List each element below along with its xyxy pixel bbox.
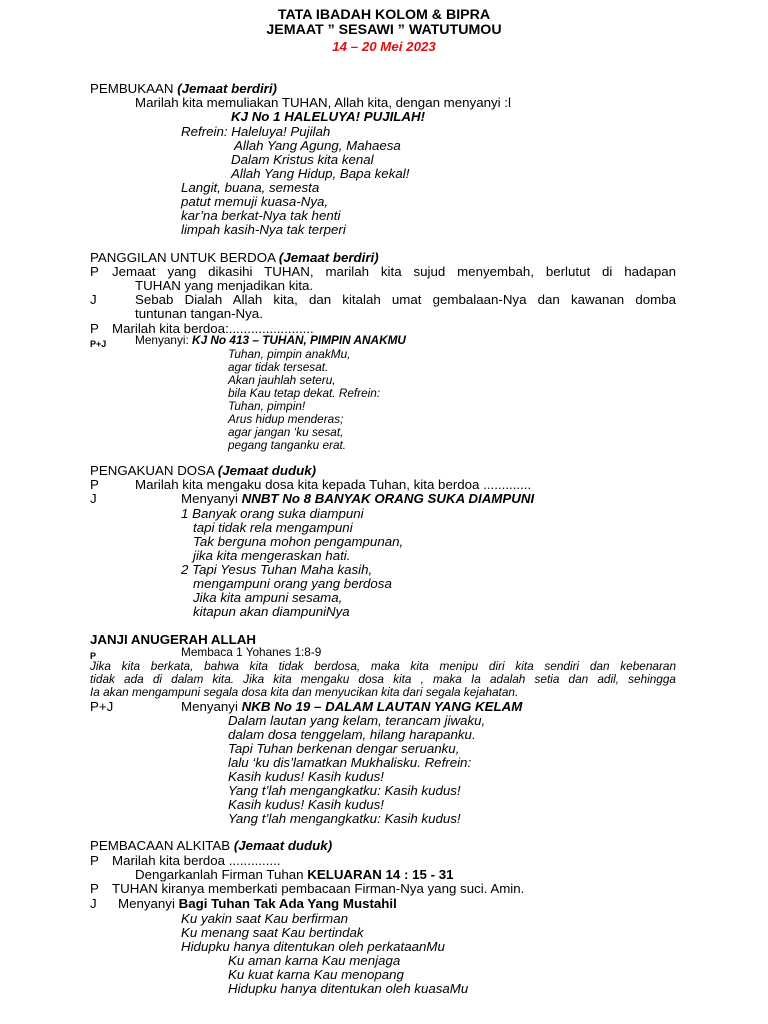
role-label-p: P (90, 321, 99, 336)
lyric-line: Tak berguna mohon pengampunan, (193, 534, 404, 549)
panggilan-p2-text: Marilah kita berdoa:....................... (112, 321, 314, 336)
lyric-line: Yang t’lah mengangkatku: Kasih kudus! (228, 783, 461, 798)
doc-title-line1: TATA IBADAH KOLOM & BIPRA (277, 7, 491, 23)
pembacaan-p2-text: TUHAN kiranya memberkati pembacaan Firman-Nya yang suci. Amin. (112, 881, 525, 896)
lyric-line: mengampuni orang yang berdosa (193, 576, 392, 591)
panggilan-p1-text: Jemaat yang dikasihi TUHAN, marilah kita sujud menyembah, berlutut di hadapan (112, 264, 676, 279)
role-label-j: J (90, 491, 97, 506)
panggilan-j1-text: Sebab Dialah Allah kita, dan kitalah umat gembalaan-Nya dan kawanan domba (135, 292, 676, 307)
lyric-line: bila Kau tetap dekat. Refrein: (228, 386, 381, 400)
lyric-line: limpah kasih-Nya tak terperi (181, 222, 346, 237)
lyric-line: Tuhan, pimpin anakMu, (228, 347, 351, 361)
role-label-p: P (90, 477, 99, 492)
section-heading-pembukaan: PEMBUKAAN (Jemaat berdiri) (90, 81, 277, 96)
lyric-line: lalu ‘ku dis’lamatkan Mukhalisku. Refrein: (228, 755, 472, 770)
pembacaan-firman-line: Dengarkanlah Firman Tuhan KELUARAN 14 : 15 - 31 (135, 867, 454, 882)
pembacaan-p1-text: Marilah kita berdoa .............. (112, 853, 281, 868)
role-label-p: P (90, 853, 99, 868)
lyric-line: Yang t’lah mengangkatku: Kasih kudus! (228, 811, 461, 826)
lyric-line: kar’na berkat-Nya tak henti (181, 208, 341, 223)
lyric-line: Allah Yang Agung, Mahaesa (234, 138, 401, 153)
role-label-j: J (90, 292, 97, 307)
lyric-line: Tuhan, pimpin! (228, 399, 306, 413)
lyric-line: Refrein: Haleluya! Pujilah (181, 124, 331, 139)
lyric-line: Arus hidup menderas; (228, 412, 344, 426)
lyric-line: jika kita mengeraskan hati. (193, 548, 351, 563)
pembukaan-intro: Marilah kita memuliakan TUHAN, Allah kita, dengan menyanyi :l (135, 95, 511, 110)
lyric-line: dalam dosa tenggelam, hilang harapanku. (228, 727, 476, 742)
role-label-p: P (90, 264, 99, 279)
role-label-j: J (90, 896, 97, 911)
role-label-p: P (90, 881, 99, 896)
panggilan-j1-text-cont: tuntunan tangan-Nya. (135, 306, 263, 321)
lyric-line: Ku aman karna Kau menjaga (228, 953, 401, 968)
role-label-pj: P+J (90, 699, 114, 714)
panggilan-song-line: Menyanyi: KJ No 413 – TUHAN, PIMPIN ANAKMU (135, 333, 406, 347)
doc-date: 14 – 20 Mei 2023 (332, 39, 436, 54)
lyric-line: Jika kita ampuni sesama, (193, 590, 343, 605)
section-heading-pembacaan: PEMBACAAN ALKITAB (Jemaat duduk) (90, 838, 333, 853)
lyric-line: patut memuji kuasa-Nya, (181, 194, 329, 209)
lyric-line: Hidupku hanya ditentukan oleh perkataanMu (181, 939, 445, 954)
lyric-line: 1 Banyak orang suka diampuni (181, 506, 364, 521)
lyric-line: Kasih kudus! Kasih kudus! (228, 797, 384, 812)
lyric-line: Ku menang saat Kau bertindak (181, 925, 364, 940)
lyric-line: Ku yakin saat Kau berfirman (181, 911, 349, 926)
lyric-line: Tapi Tuhan berkenan dengar seruanku, (228, 741, 460, 756)
lyric-line: agar jangan ‘ku sesat, (228, 425, 344, 439)
lyric-line: Ku kuat karna Kau menopang (228, 967, 404, 982)
pengakuan-p-text: Marilah kita mengaku dosa kita kepada Tuhan, kita berdoa ............. (135, 477, 532, 492)
lyric-line: Kasih kudus! Kasih kudus! (228, 769, 384, 784)
lyric-line: 2 Tapi Yesus Tuhan Maha kasih, (181, 562, 373, 577)
panggilan-p1-text-cont: TUHAN yang menjadikan kita. (135, 278, 314, 293)
role-label-pj: P+J (90, 339, 107, 349)
janji-verse-line: tidak ada di dalam kita. Jika kita mengaku dosa kita , maka Ia adalah setia dan adil, sehingga (90, 672, 676, 686)
lyric-line: Dalam Kristus kita kenal (231, 152, 374, 167)
janji-verse-line: Jika kita berkata, bahwa kita tidak berdosa, maka kita menipu diri kita sendiri dan kebenaran (90, 659, 676, 673)
section-heading-pengakuan: PENGAKUAN DOSA (Jemaat duduk) (90, 463, 317, 478)
lyric-line: kitapun akan diampuniNya (193, 604, 350, 619)
lyric-line: Hidupku hanya ditentukan oleh kuasaMu (228, 981, 469, 996)
pembukaan-song-title: KJ No 1 HALELUYA! PUJILAH! (231, 109, 426, 124)
lyric-line: agar tidak tersesat. (228, 360, 329, 374)
janji-verse-line: Ia akan mengampuni segala dosa kita dan menyucikan kita dari segala kejahatan. (90, 685, 519, 699)
pembacaan-song-line: Menyanyi Bagi Tuhan Tak Ada Yang Mustahil (118, 896, 397, 911)
lyric-line: pegang tanganku erat. (228, 438, 347, 452)
lyric-line: tapi tidak rela mengampuni (193, 520, 353, 535)
doc-title-line2: JEMAAT ” SESAWI ” WATUTUMOU (266, 22, 502, 38)
section-heading-janji: JANJI ANUGERAH ALLAH (90, 632, 256, 647)
lyric-line: Allah Yang Hidup, Bapa kekal! (231, 166, 410, 181)
lyric-line: Dalam lautan yang kelam, terancam jiwaku, (228, 713, 486, 728)
section-heading-panggilan: PANGGILAN UNTUK BERDOA (Jemaat berdiri) (90, 250, 379, 265)
pengakuan-song-line: Menyanyi NNBT No 8 BANYAK ORANG SUKA DIAMPUNI (181, 491, 535, 506)
janji-song-line: Menyanyi NKB No 19 – DALAM LAUTAN YANG KELAM (181, 699, 523, 714)
lyric-line: Langit, buana, semesta (181, 180, 320, 195)
lyric-line: Akan jauhlah seteru, (228, 373, 336, 387)
janji-reading-ref: Membaca 1 Yohanes 1:8-9 (181, 645, 322, 659)
role-label-p: P (90, 651, 97, 661)
